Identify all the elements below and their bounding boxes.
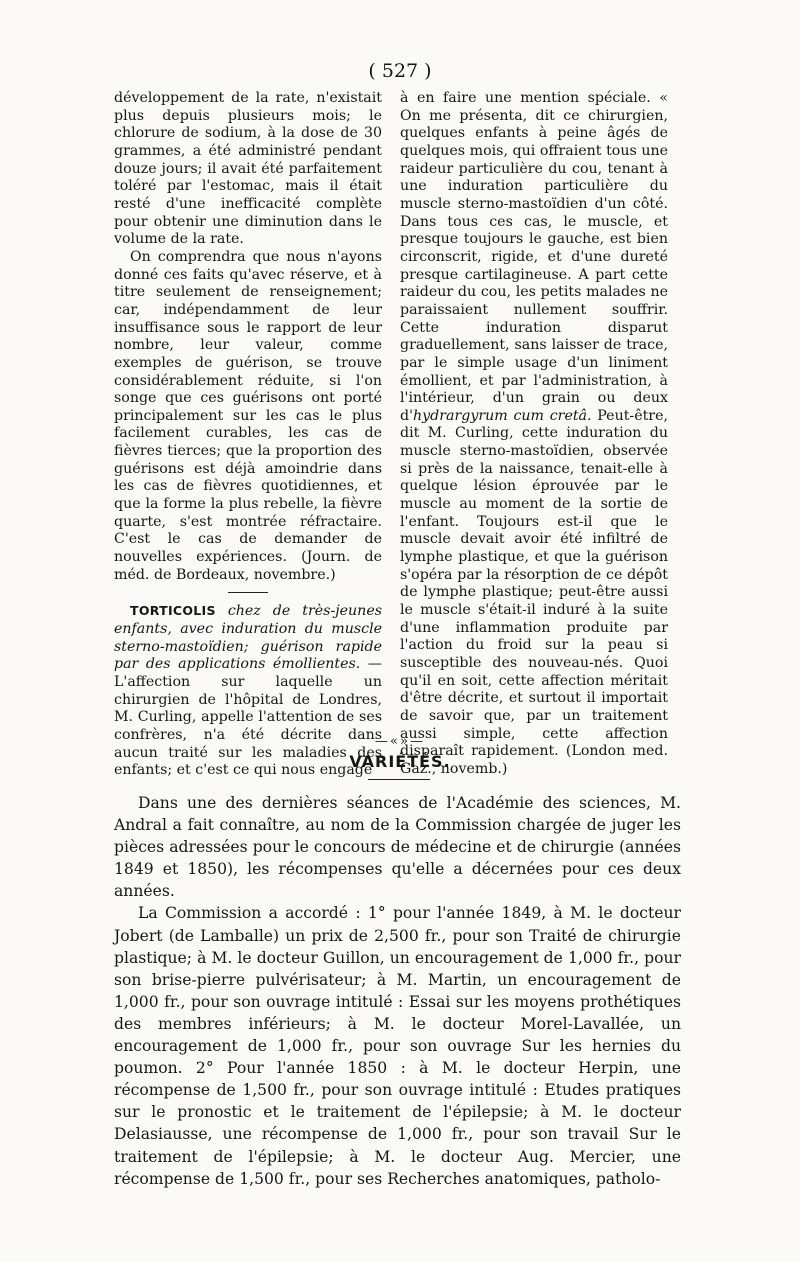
remedy-name: hydrargyrum cum cretâ. xyxy=(412,407,592,424)
article-body-start: — L'affection sur laquelle un chirurgien de l'hôpital de Londres, M. Curling, appelle l'attention de ses confrères, n'a été décrite dans aucun traité sur les maladies des enfants; et c'est ce qui nous engage xyxy=(114,656,382,779)
left-column xyxy=(114,90,382,780)
column-separator-rule xyxy=(228,592,268,593)
varietes-section xyxy=(114,792,681,1190)
article-subtitle: chez de très-jeunes enfants, avec induration du muscle sterno-mastoïdien; guérison rapide par des applications émollientes. xyxy=(114,603,382,673)
section-ornament: —«»— xyxy=(375,734,425,749)
varietes-paragraph-2: La Commission a accordé : 1° pour l'année 1849, à M. le docteur Jobert (de Lamballe) un prix de 2,500 fr., pour son Traité de chirurgie plastique; à M. le docteur Guillon, un encouragement de 1,000 fr., pour son brise-pierre pulvérisateur; à M. Martin, un encouragement de 1,000 fr., pour son ouvrage intitulé : Essai sur les moyens prothétiques des membres inférieurs; à M. le docteur Morel-Lavallée, un encouragement de 1,000 fr., pour son ouvrage Sur les hernies du poumon. 2° Pour l'année 1850 : à M. le docteur Herpin, une récompense de 1,500 fr., pour son ouvrage intitulé : Etudes pratiques sur le pronostic et le traitement de l'épilepsie; à M. le docteur Delasiausse, une récompense de 1,000 fr., pour son travail Sur le traitement de l'épilepsie; à M. le docteur Aug. Mercier, une récompense de 1,500 fr., pour ses Recherches anatomiques, patholo- xyxy=(114,904,681,1188)
right-paragraph-2-text: Peut-être, dit M. Curling, cette induration du muscle sterno-mastoïdien, observée si près de la naissance, tenait-elle à quelque lésion éprouvée par le muscle au moment de la sortie de l'enfant. Toujours est-il que le muscle devait avoir été infiltré de lymphe plastique, et que la guérison s'opéra par la résorption de ce dépôt de lymphe plastique; peut-être aussi le muscle s'était-il induré à la suite d'une inflammation produite par l'action du froid sur la peau si susceptible des nouveau-nés. Quoi qu'il en soit, cette affection méritait d'être décrite, et surtout il importait de savoir que, par un traitement aussi simple, cette affection disparaît rapidement. (London med. Gaz., novemb.) xyxy=(400,407,668,777)
left-paragraph-2: On comprendra que nous n'ayons donné ces faits qu'avec réserve, et à titre seulement de renseignement; car, indépendamment de leur insuffisance sous le rapport de leur nombre, leur valeur, comme exemples de guérison, se trouve considérablement réduite, si l'on songe que ces guérisons ont porté principalement sur les cas le plus facilement curables, les cas de fièvres tierces; que la proportion des guérisons est déjà amoindrie dans les cas de fièvres quotidiennes, et que la forme la plus rebelle, la fièvre quarte, s'est montrée réfractaire. C'est le cas de demander de nouvelles expériences. (Journ. de méd. de Bordeaux, novembre.) xyxy=(114,248,382,583)
right-paragraph-1-text: à en faire une mention spéciale. « On me présenta, dit ce chirurgien, quelques enfants à peine âgés de quelques mois, qui offraient tous une raideur particulière du cou, tenant à une induration particulière du muscle sterno-mastoïdien d'un côté. Dans tous ces cas, le muscle, et presque toujours le gauche, est bien circonscrit, rigide, et d'une dureté presque cartilagineuse. A part cette raideur du cou, les petits malades ne paraissaient nullement souffrir. Cette induration disparut graduellement, sans laisser de trace, par le simple usage d'un liniment émollient, et par l'administration, à l'intérieur, d'un grain ou deux d' xyxy=(400,90,668,424)
section-title: VARIÉTÉS. xyxy=(349,752,451,771)
section-title-rule xyxy=(368,779,430,780)
varietes-paragraph-1: Dans une des dernières séances de l'Académie des sciences, M. Andral a fait connaître, au nom de la Commission chargée de juger les pièces adressées pour le concours de médecine et de chirurgie (années 1849 et 1850), les récompenses qu'elle a décernées pour ces deux années. xyxy=(114,794,681,901)
page-number: ( 527 ) xyxy=(368,60,432,82)
article-heading: TORTICOLIS xyxy=(130,603,216,619)
left-paragraph-1: développement de la rate, n'existait plus depuis plusieurs mois; le chlorure de sodium, à la dose de 30 grammes, a été administré pendant douze jours; il avait été parfaitement toléré par l'estomac, mais il était resté d'une inefficacité complète pour obtenir une diminution dans le volume de la rate. xyxy=(114,90,382,248)
right-paragraph-1 xyxy=(400,90,668,779)
right-column xyxy=(400,90,668,779)
